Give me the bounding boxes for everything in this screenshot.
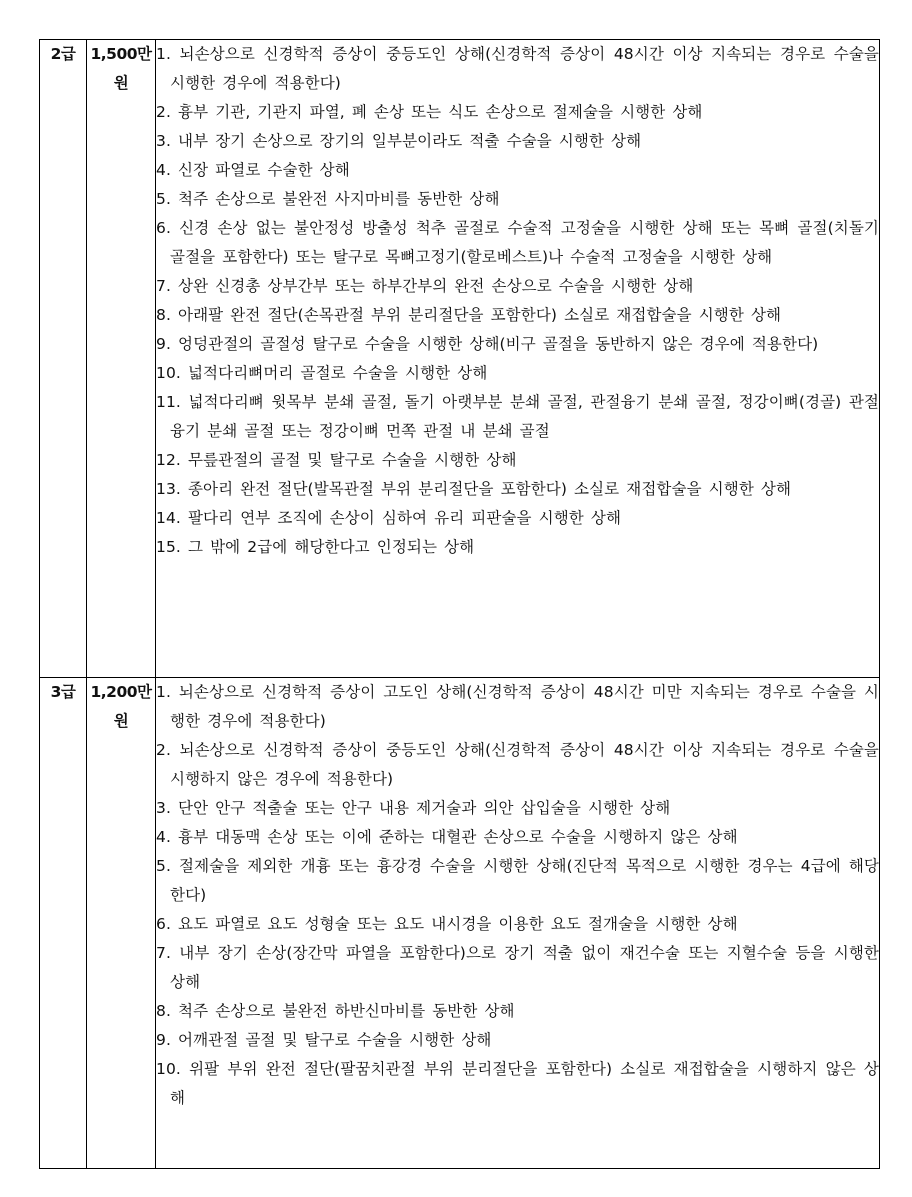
injury-item: 7. 상완 신경총 상부간부 또는 하부간부의 완전 손상으로 수술을 시행한 상해: [156, 277, 694, 295]
injury-item: 4. 신장 파열로 수술한 상해: [156, 161, 350, 179]
injury-items-cell: [156, 40, 880, 678]
grade-label: 3급: [50, 683, 76, 701]
amount-unit: 원: [113, 74, 129, 92]
injury-item: 1. 뇌손상으로 신경학적 증상이 중등도인 상해(신경학적 증상이 48시간 이상 지속되는 경우로 수술을 시행한 경우에 적용한다): [156, 45, 879, 92]
grade-cell: [40, 678, 87, 1169]
injury-item: 7. 내부 장기 손상(장간막 파열을 포함한다)으로 장기 적출 없이 재건수술 또는 지혈수술 등을 시행한 상해: [156, 944, 879, 991]
injury-item: 10. 넓적다리뼈머리 골절로 수술을 시행한 상해: [156, 364, 488, 382]
injury-item: 5. 척주 손상으로 불완전 사지마비를 동반한 상해: [156, 190, 500, 208]
injury-item: 4. 흉부 대동맥 손상 또는 이에 준하는 대혈관 손상으로 수술을 시행하지 않은 상해: [156, 828, 738, 846]
injury-item: 6. 신경 손상 없는 불안정성 방출성 척추 골절로 수술적 고정술을 시행한 상해 또는 목뼈 골절(치돌기 골절을 포함한다) 또는 탈구로 목뼈고정기(할로베스트)나 수술적 고정술을 시행한 상해: [156, 219, 879, 266]
injury-item: 14. 팔다리 연부 조직에 손상이 심하여 유리 피판술을 시행한 상해: [156, 509, 622, 527]
injury-item: 2. 흉부 기관, 기관지 파열, 폐 손상 또는 식도 손상으로 절제술을 시행한 상해: [156, 103, 703, 121]
injury-item: 1. 뇌손상으로 신경학적 증상이 고도인 상해(신경학적 증상이 48시간 미만 지속되는 경우로 수술을 시행한 경우에 적용한다): [156, 683, 879, 730]
injury-item: 5. 절제술을 제외한 개흉 또는 흉강경 수술을 시행한 상해(진단적 목적으로 시행한 경우는 4급에 해당한다): [156, 857, 879, 904]
injury-item: 9. 엉덩관절의 골절성 탈구로 수술을 시행한 상해(비구 골절을 동반하지 않은 경우에 적용한다): [156, 335, 819, 353]
injury-item: 12. 무릎관절의 골절 및 탈구로 수술을 시행한 상해: [156, 451, 517, 469]
injury-grade-table: [39, 39, 880, 1169]
grade-cell: [40, 40, 87, 678]
injury-item: 13. 종아리 완전 절단(발목관절 부위 분리절단을 포함한다) 소실로 재접합술을 시행한 상해: [156, 480, 792, 498]
injury-item: 8. 척주 손상으로 불완전 하반신마비를 동반한 상해: [156, 1002, 515, 1020]
grade-label: 2급: [50, 45, 76, 63]
amount-cell: [87, 678, 156, 1169]
amount-cell: [87, 40, 156, 678]
amount-unit: 원: [113, 712, 129, 730]
injury-item: 8. 아래팔 완전 절단(손목관절 부위 분리절단을 포함한다) 소실로 재접합술을 시행한 상해: [156, 306, 782, 324]
injury-items-cell: [156, 678, 880, 1169]
injury-item: 9. 어깨관절 골절 및 탈구로 수술을 시행한 상해: [156, 1031, 492, 1049]
injury-item: 15. 그 밖에 2급에 해당한다고 인정되는 상해: [156, 538, 475, 556]
table-row-grade-2: [40, 40, 880, 678]
injury-item: 10. 위팔 부위 완전 절단(팔꿈치관절 부위 분리절단을 포함한다) 소실로 재접합술을 시행하지 않은 상해: [156, 1060, 879, 1107]
table-row-grade-3: [40, 678, 880, 1169]
injury-item: 2. 뇌손상으로 신경학적 증상이 중등도인 상해(신경학적 증상이 48시간 이상 지속되는 경우로 수술을 시행하지 않은 경우에 적용한다): [156, 741, 879, 788]
amount-value: 1,500만: [90, 45, 152, 63]
injury-item: 11. 넓적다리뼈 윗목부 분쇄 골절, 돌기 아랫부분 분쇄 골절, 관절융기 분쇄 골절, 정강이뼈(경골) 관절융기 분쇄 골절 또는 정강이뼈 먼쪽 관절 내 분쇄 골절: [156, 393, 879, 440]
amount-value: 1,200만: [90, 683, 152, 701]
injury-item: 6. 요도 파열로 요도 성형술 또는 요도 내시경을 이용한 요도 절개술을 시행한 상해: [156, 915, 738, 933]
injury-item: 3. 단안 안구 적출술 또는 안구 내용 제거술과 의안 삽입술을 시행한 상해: [156, 799, 671, 817]
injury-item: 3. 내부 장기 손상으로 장기의 일부분이라도 적출 수술을 시행한 상해: [156, 132, 642, 150]
